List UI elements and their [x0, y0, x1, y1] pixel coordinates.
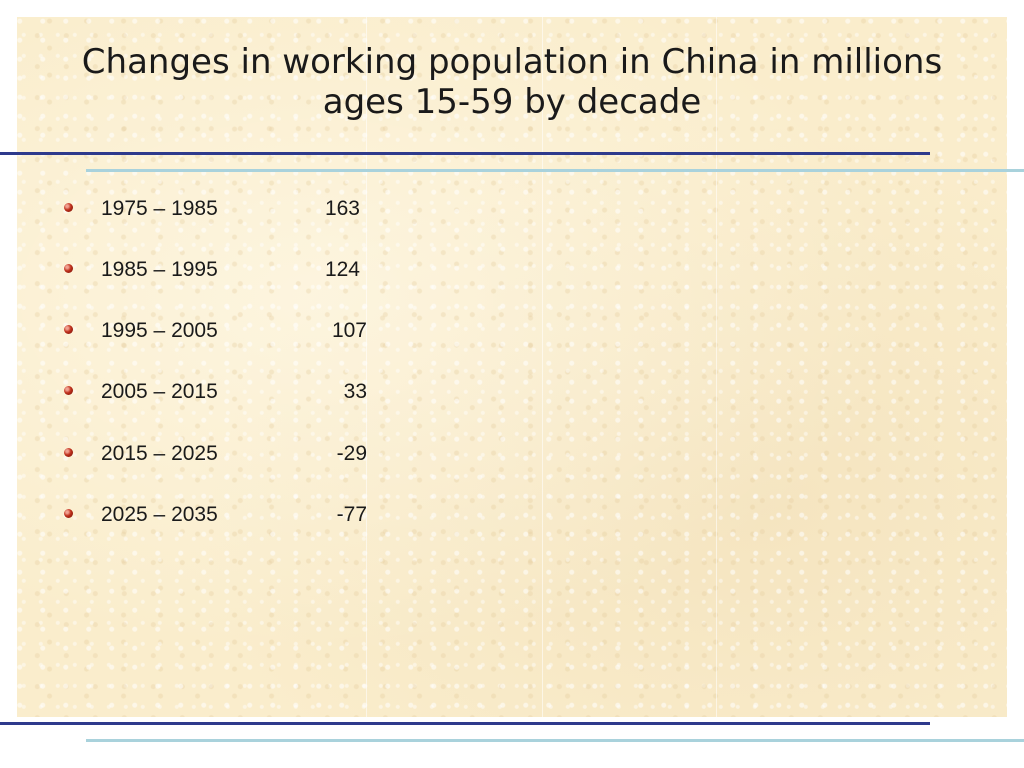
change-value: -29	[336, 442, 367, 465]
change-value: 33	[343, 380, 367, 403]
parchment-background	[17, 17, 1007, 717]
change-value: 163	[324, 197, 360, 220]
decade-label: 2025 – 2035	[101, 503, 218, 526]
title-rule-light	[86, 169, 1024, 172]
slide-title: Changes in working population in China in millions ages 15-59 by decade	[81, 42, 943, 122]
change-value: 107	[331, 319, 367, 342]
footer-rule-dark	[0, 722, 930, 725]
texture-seam	[542, 17, 543, 717]
title-rule-dark	[0, 152, 930, 155]
change-value: 124	[324, 258, 360, 281]
list-item	[60, 501, 380, 529]
list-item	[60, 256, 380, 284]
list-item	[60, 440, 380, 468]
decade-label: 1985 – 1995	[101, 258, 218, 281]
list-item	[60, 195, 380, 223]
footer-rule-light	[86, 739, 1024, 742]
decade-label: 2005 – 2015	[101, 380, 218, 403]
texture-seam	[366, 17, 367, 717]
texture-seam	[716, 17, 717, 717]
red-sphere-bullet-icon	[64, 448, 73, 457]
red-sphere-bullet-icon	[64, 386, 73, 395]
red-sphere-bullet-icon	[64, 203, 73, 212]
decade-label: 1995 – 2005	[101, 319, 218, 342]
list-item	[60, 317, 380, 345]
list-item	[60, 378, 380, 406]
red-sphere-bullet-icon	[64, 325, 73, 334]
change-value: -77	[336, 503, 367, 526]
decade-label: 2015 – 2025	[101, 442, 218, 465]
decade-label: 1975 – 1985	[101, 197, 218, 220]
red-sphere-bullet-icon	[64, 264, 73, 273]
red-sphere-bullet-icon	[64, 509, 73, 518]
